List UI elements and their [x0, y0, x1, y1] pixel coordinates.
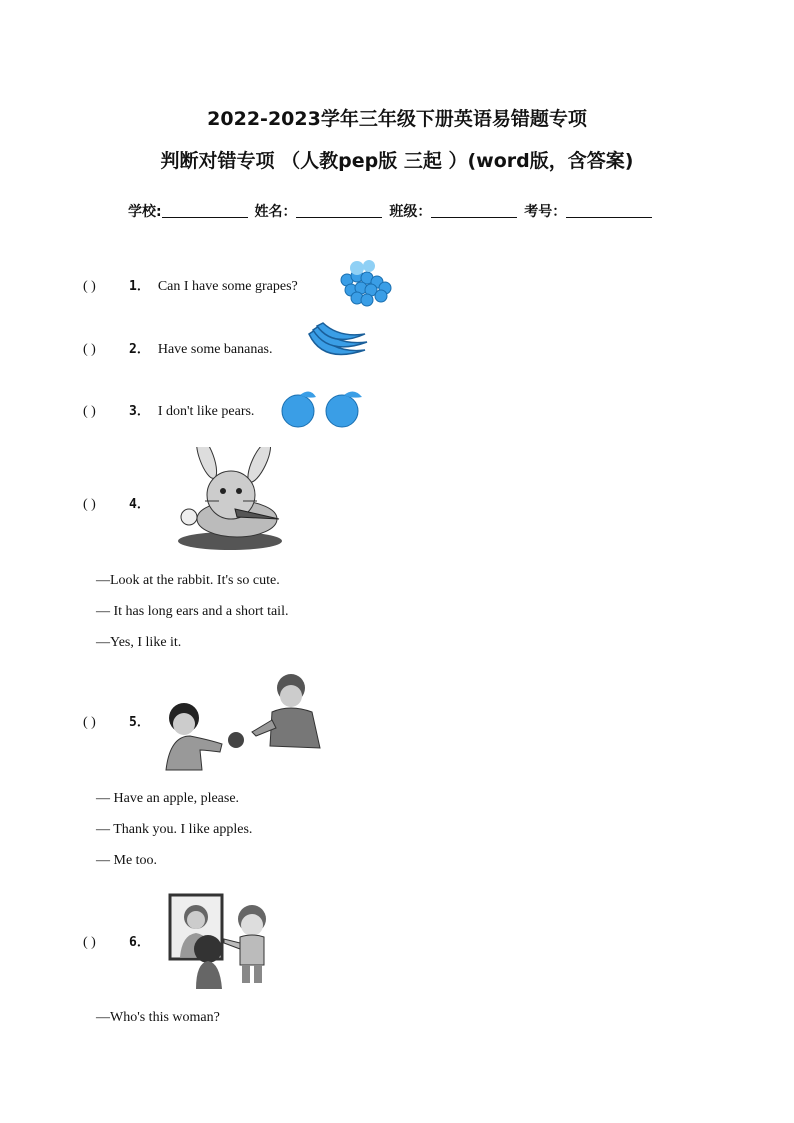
question-number: 4．	[129, 497, 150, 512]
exam-no-blank[interactable]	[566, 203, 652, 218]
question-text: Have some bananas.	[157, 342, 273, 357]
rabbit-image	[175, 447, 285, 552]
answer-paren[interactable]: ( )	[83, 935, 96, 950]
dialogue-line: —Look at the rabbit. It's so cute.	[96, 573, 280, 588]
portrait-woman-image	[168, 893, 278, 991]
name-label: 姓名：	[254, 204, 297, 220]
answer-paren[interactable]: ( )	[83, 342, 96, 357]
question-text: I don't like pears.	[157, 404, 255, 419]
question-text: Can I have some grapes?	[157, 279, 298, 294]
question-number: 6．	[129, 935, 150, 950]
answer-paren[interactable]: ( )	[83, 279, 96, 294]
answer-paren[interactable]: ( )	[83, 715, 96, 730]
fruits-image	[278, 385, 368, 430]
girl-boy-apple-image	[160, 670, 330, 772]
question-number: 3．	[129, 404, 150, 419]
question-6	[83, 931, 158, 951]
school-label: 学校:	[128, 204, 162, 220]
page-title: 2022-2023学年三年级下册英语易错题专项	[207, 108, 587, 130]
dialogue-line: —Yes, I like it.	[96, 635, 182, 650]
dialogue-line: — Thank you. I like apples.	[96, 822, 253, 837]
dialogue-line: — Me too.	[96, 853, 158, 868]
name-blank[interactable]	[296, 203, 382, 218]
answer-paren[interactable]: ( )	[83, 497, 96, 512]
bananas-image	[303, 320, 371, 368]
grapes-image	[335, 258, 395, 308]
question-4	[83, 493, 158, 513]
answer-paren[interactable]: ( )	[83, 404, 96, 419]
question-2	[83, 338, 273, 358]
school-blank[interactable]	[162, 203, 248, 218]
dialogue-line: — It has long ears and a short tail.	[96, 604, 289, 619]
dialogue-line: — Have an apple, please.	[96, 791, 240, 806]
student-info-row	[128, 201, 654, 221]
question-number: 2．	[129, 342, 150, 357]
question-number: 1．	[129, 279, 150, 294]
question-1	[83, 275, 298, 295]
exam-no-label: 考号：	[524, 204, 567, 220]
question-3	[83, 400, 254, 420]
dialogue-line: —Who's this woman?	[96, 1010, 220, 1025]
class-label: 班级：	[389, 204, 432, 220]
question-5	[83, 711, 158, 731]
page-subtitle: 判断对错专项 （人教pep版 三起 ）(word版，含答案)	[160, 150, 634, 172]
question-number: 5．	[129, 715, 150, 730]
class-blank[interactable]	[431, 203, 517, 218]
